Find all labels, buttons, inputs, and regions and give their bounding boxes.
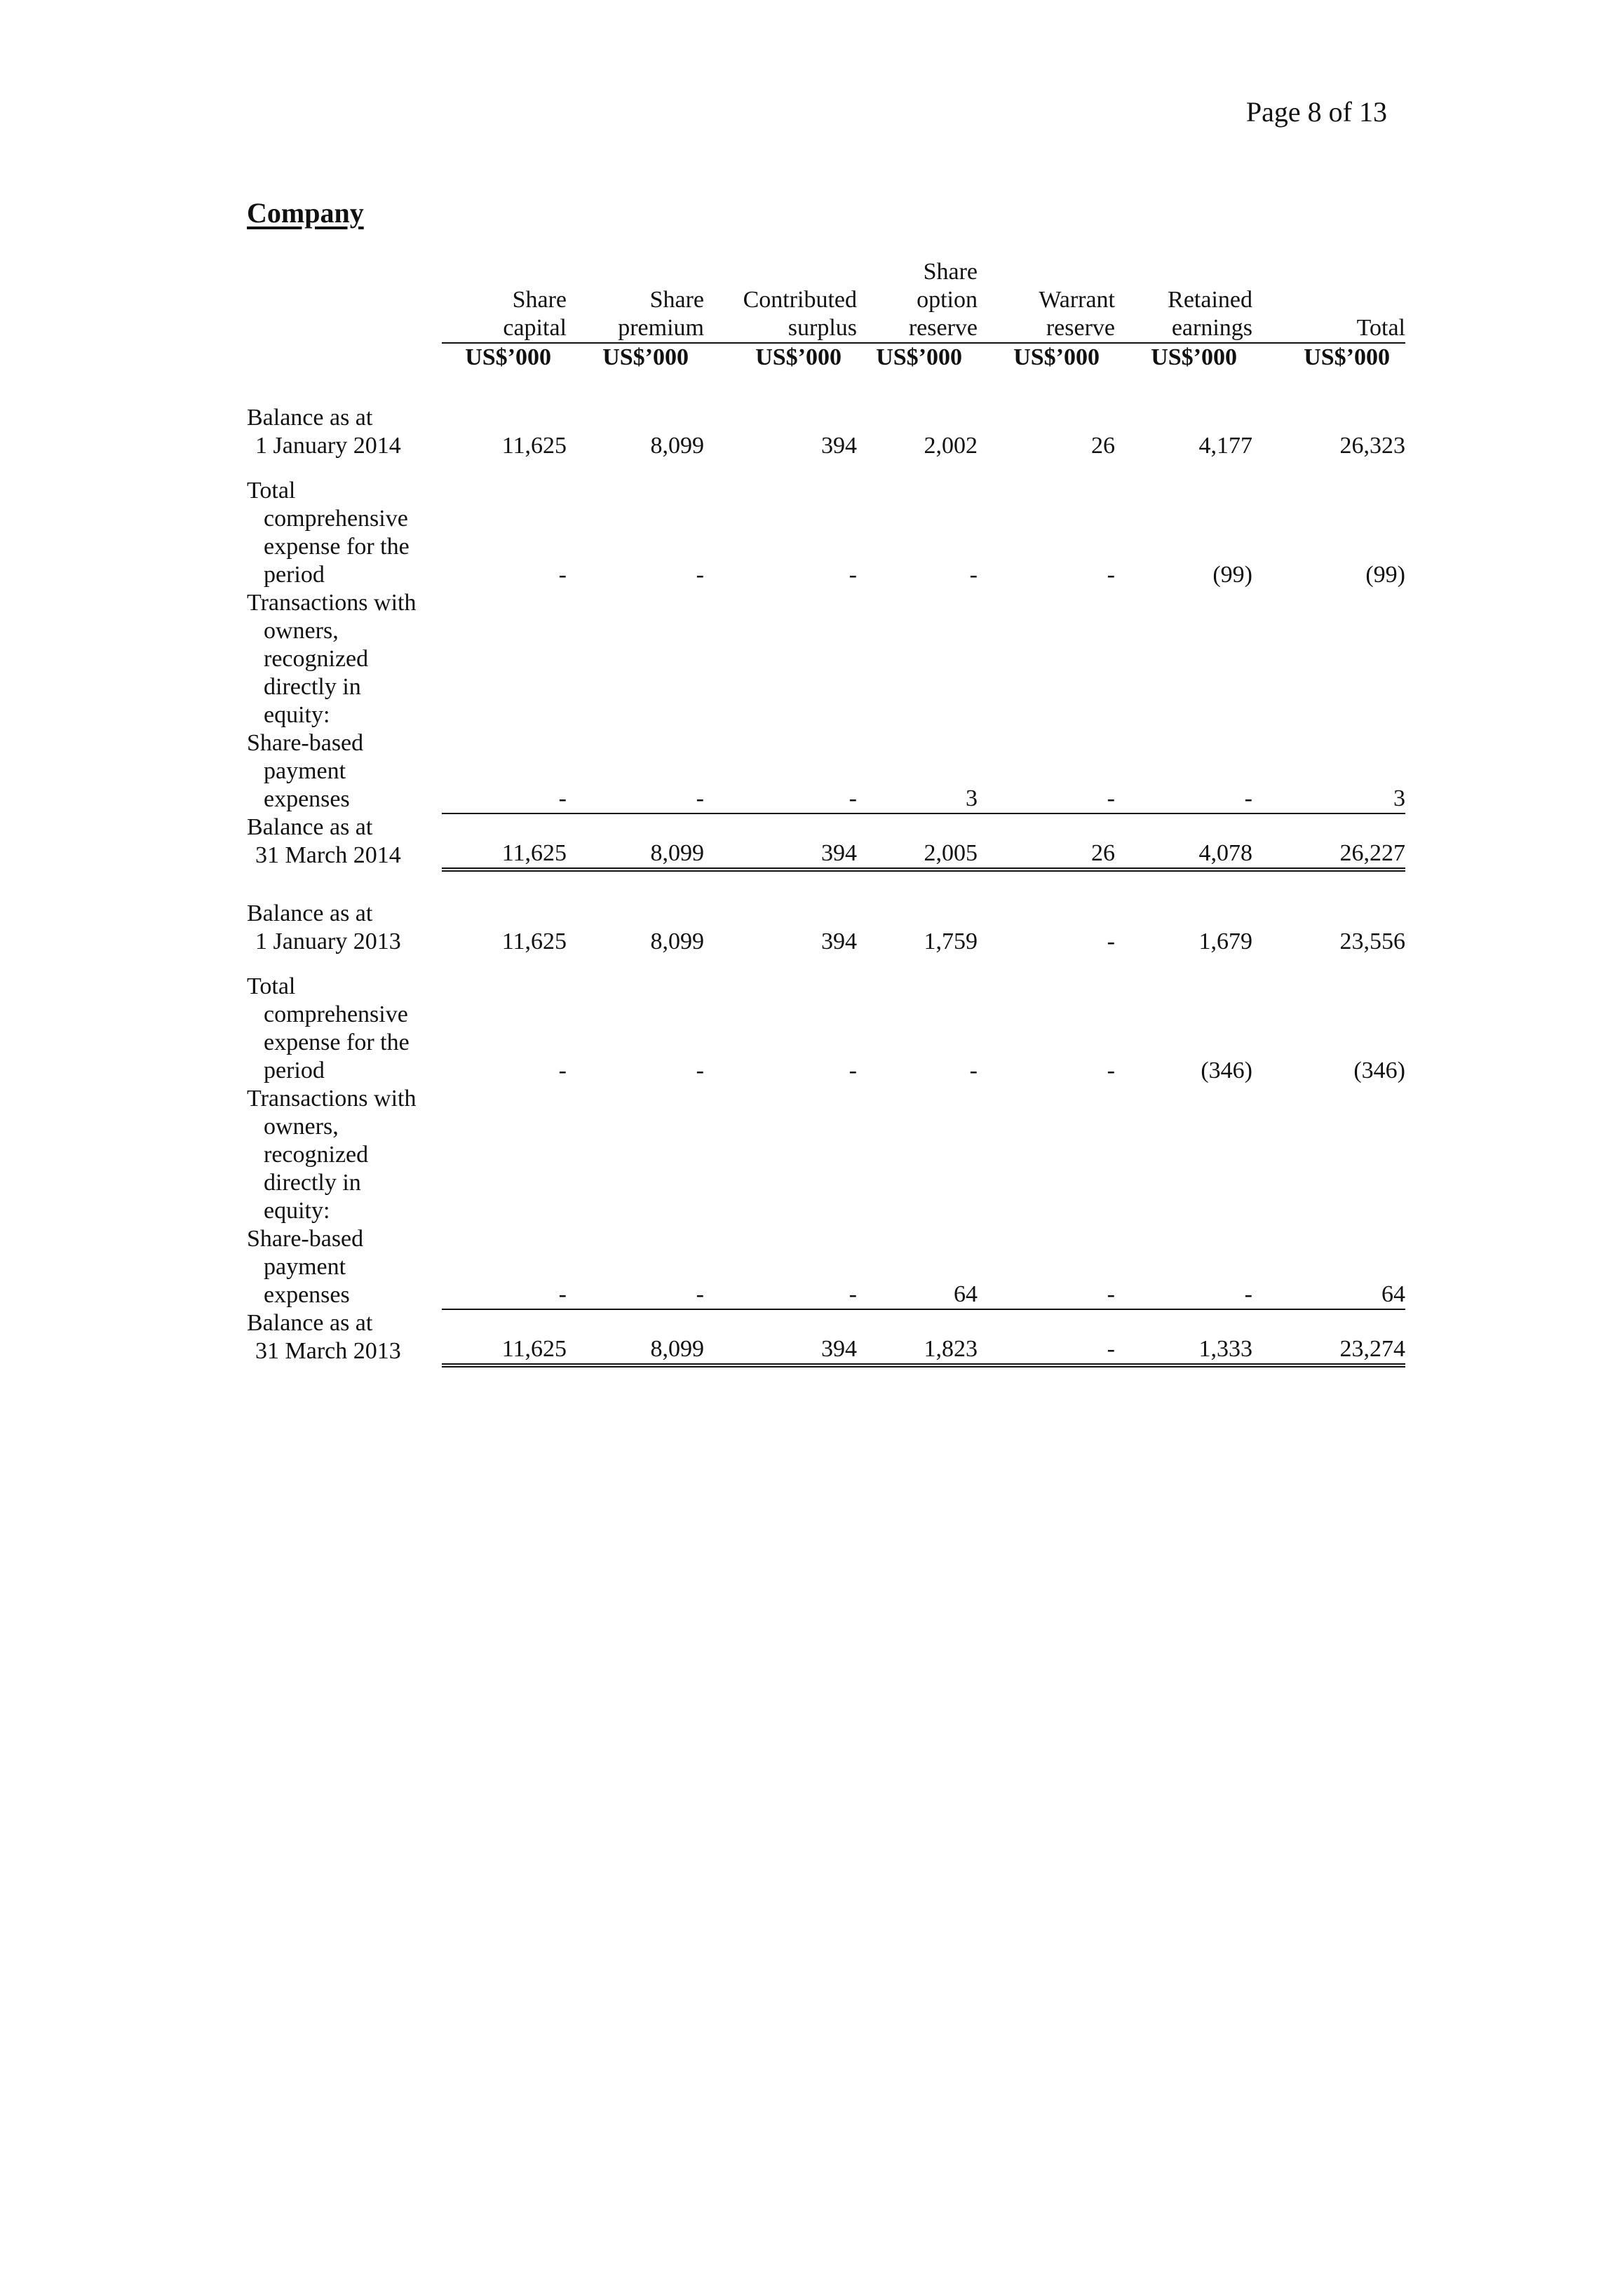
cell-value: 8,099 xyxy=(567,1309,704,1365)
cell-value: 11,625 xyxy=(442,813,567,870)
unit-label: US$’000 xyxy=(465,344,551,370)
cell-value: - xyxy=(696,1058,704,1083)
table-row xyxy=(247,1225,1405,1309)
cell-value: 1,679 xyxy=(1198,928,1252,954)
col-header-share-option-reserve: Share option reserve xyxy=(857,258,978,343)
cell-value: - xyxy=(978,1309,1115,1365)
cell-value: - xyxy=(978,729,1115,813)
cell-value: 394 xyxy=(821,433,857,459)
row-label: Total comprehensive expense for the period xyxy=(247,973,410,1083)
cell-value: - xyxy=(1115,729,1252,813)
unit-label: US$’000 xyxy=(602,344,689,370)
col-header-retained-earnings: Retained earnings xyxy=(1115,258,1252,343)
row-label: Transactions with owners, recognized directly in equity: xyxy=(247,590,417,728)
cell-value: - xyxy=(969,562,978,588)
cell-value: - xyxy=(704,729,857,813)
row-label: Balance as at 31 March 2013 xyxy=(247,1310,401,1364)
equity-statement-table xyxy=(247,258,1405,1368)
cell-value: (99) xyxy=(1212,562,1252,588)
cell-value: 64 xyxy=(1252,1225,1405,1309)
table-row xyxy=(247,973,1405,1085)
cell-value: 64 xyxy=(857,1225,978,1309)
cell-value: 23,274 xyxy=(1252,1309,1405,1365)
cell-value: 394 xyxy=(821,928,857,954)
cell-value: 11,625 xyxy=(501,928,567,954)
cell-value: - xyxy=(442,1225,567,1309)
cell-value: - xyxy=(1115,1225,1252,1309)
cell-value: (99) xyxy=(1365,562,1405,588)
cell-value: 8,099 xyxy=(567,813,704,870)
cell-value: - xyxy=(567,729,704,813)
row-label: Balance as at 1 January 2013 xyxy=(247,900,401,954)
cell-value: - xyxy=(849,1058,857,1083)
col-header-total: Total xyxy=(1252,258,1405,343)
table-row xyxy=(247,900,1405,956)
column-header-row xyxy=(247,258,1405,343)
cell-value: - xyxy=(567,1225,704,1309)
cell-value: 23,556 xyxy=(1339,928,1405,954)
table-row xyxy=(247,589,1405,729)
cell-value: - xyxy=(978,1225,1115,1309)
unit-label: US$’000 xyxy=(876,344,962,370)
unit-label: US$’000 xyxy=(755,344,842,370)
cell-value: 394 xyxy=(704,1309,857,1365)
col-header-warrant-reserve: Warrant reserve xyxy=(978,258,1115,343)
cell-value: - xyxy=(1107,928,1115,954)
table-row xyxy=(247,813,1405,870)
cell-value: 26,323 xyxy=(1339,433,1405,459)
table-row xyxy=(247,1085,1405,1225)
table-row xyxy=(247,1309,1405,1365)
cell-value: 1,333 xyxy=(1115,1309,1252,1365)
cell-value: 4,177 xyxy=(1198,433,1252,459)
cell-value: 11,625 xyxy=(501,433,567,459)
cell-value: - xyxy=(696,562,704,588)
cell-value: 8,099 xyxy=(650,433,704,459)
row-label: Share-based payment expenses xyxy=(247,730,364,812)
cell-value: 8,099 xyxy=(650,928,704,954)
row-label: Transactions with owners, recognized directly in equity: xyxy=(247,1086,417,1224)
row-label: Share-based payment expenses xyxy=(247,1226,364,1308)
cell-value: 26 xyxy=(1091,433,1115,459)
col-header-share-premium: Share premium xyxy=(567,258,704,343)
cell-value: 2,005 xyxy=(857,813,978,870)
cell-value: 1,759 xyxy=(924,928,978,954)
table-row xyxy=(247,404,1405,460)
cell-value: 26,227 xyxy=(1252,813,1405,870)
unit-label: US$’000 xyxy=(1304,344,1390,370)
cell-value: - xyxy=(558,562,567,588)
label-header-blank xyxy=(247,258,442,343)
cell-value: - xyxy=(558,1058,567,1083)
cell-value: 394 xyxy=(704,813,857,870)
row-label: Balance as at 1 January 2014 xyxy=(247,405,401,459)
cell-value: 11,625 xyxy=(442,1309,567,1365)
cell-value: 26 xyxy=(978,813,1115,870)
page-number: Page 8 of 13 xyxy=(1245,96,1387,128)
table-row xyxy=(247,477,1405,589)
cell-value: (346) xyxy=(1201,1058,1252,1083)
col-header-contributed-surplus: Contributed surplus xyxy=(704,258,857,343)
cell-value: - xyxy=(969,1058,978,1083)
cell-value: 3 xyxy=(1252,729,1405,813)
section-title: Company xyxy=(247,197,364,229)
cell-value: (346) xyxy=(1353,1058,1405,1083)
table-row xyxy=(247,729,1405,813)
row-label: Balance as at 31 March 2014 xyxy=(247,814,401,868)
cell-value: - xyxy=(704,1225,857,1309)
cell-value: 3 xyxy=(857,729,978,813)
cell-value: - xyxy=(442,729,567,813)
row-label: Total comprehensive expense for the period xyxy=(247,478,410,588)
cell-value: 4,078 xyxy=(1115,813,1252,870)
unit-label: US$’000 xyxy=(1151,344,1237,370)
col-header-share-capital: Share capital xyxy=(442,258,567,343)
cell-value: - xyxy=(1107,1058,1115,1083)
cell-value: - xyxy=(849,562,857,588)
units-row xyxy=(247,343,1405,376)
unit-label: US$’000 xyxy=(1013,344,1100,370)
cell-value: - xyxy=(1107,562,1115,588)
cell-value: 1,823 xyxy=(857,1309,978,1365)
cell-value: 2,002 xyxy=(924,433,978,459)
